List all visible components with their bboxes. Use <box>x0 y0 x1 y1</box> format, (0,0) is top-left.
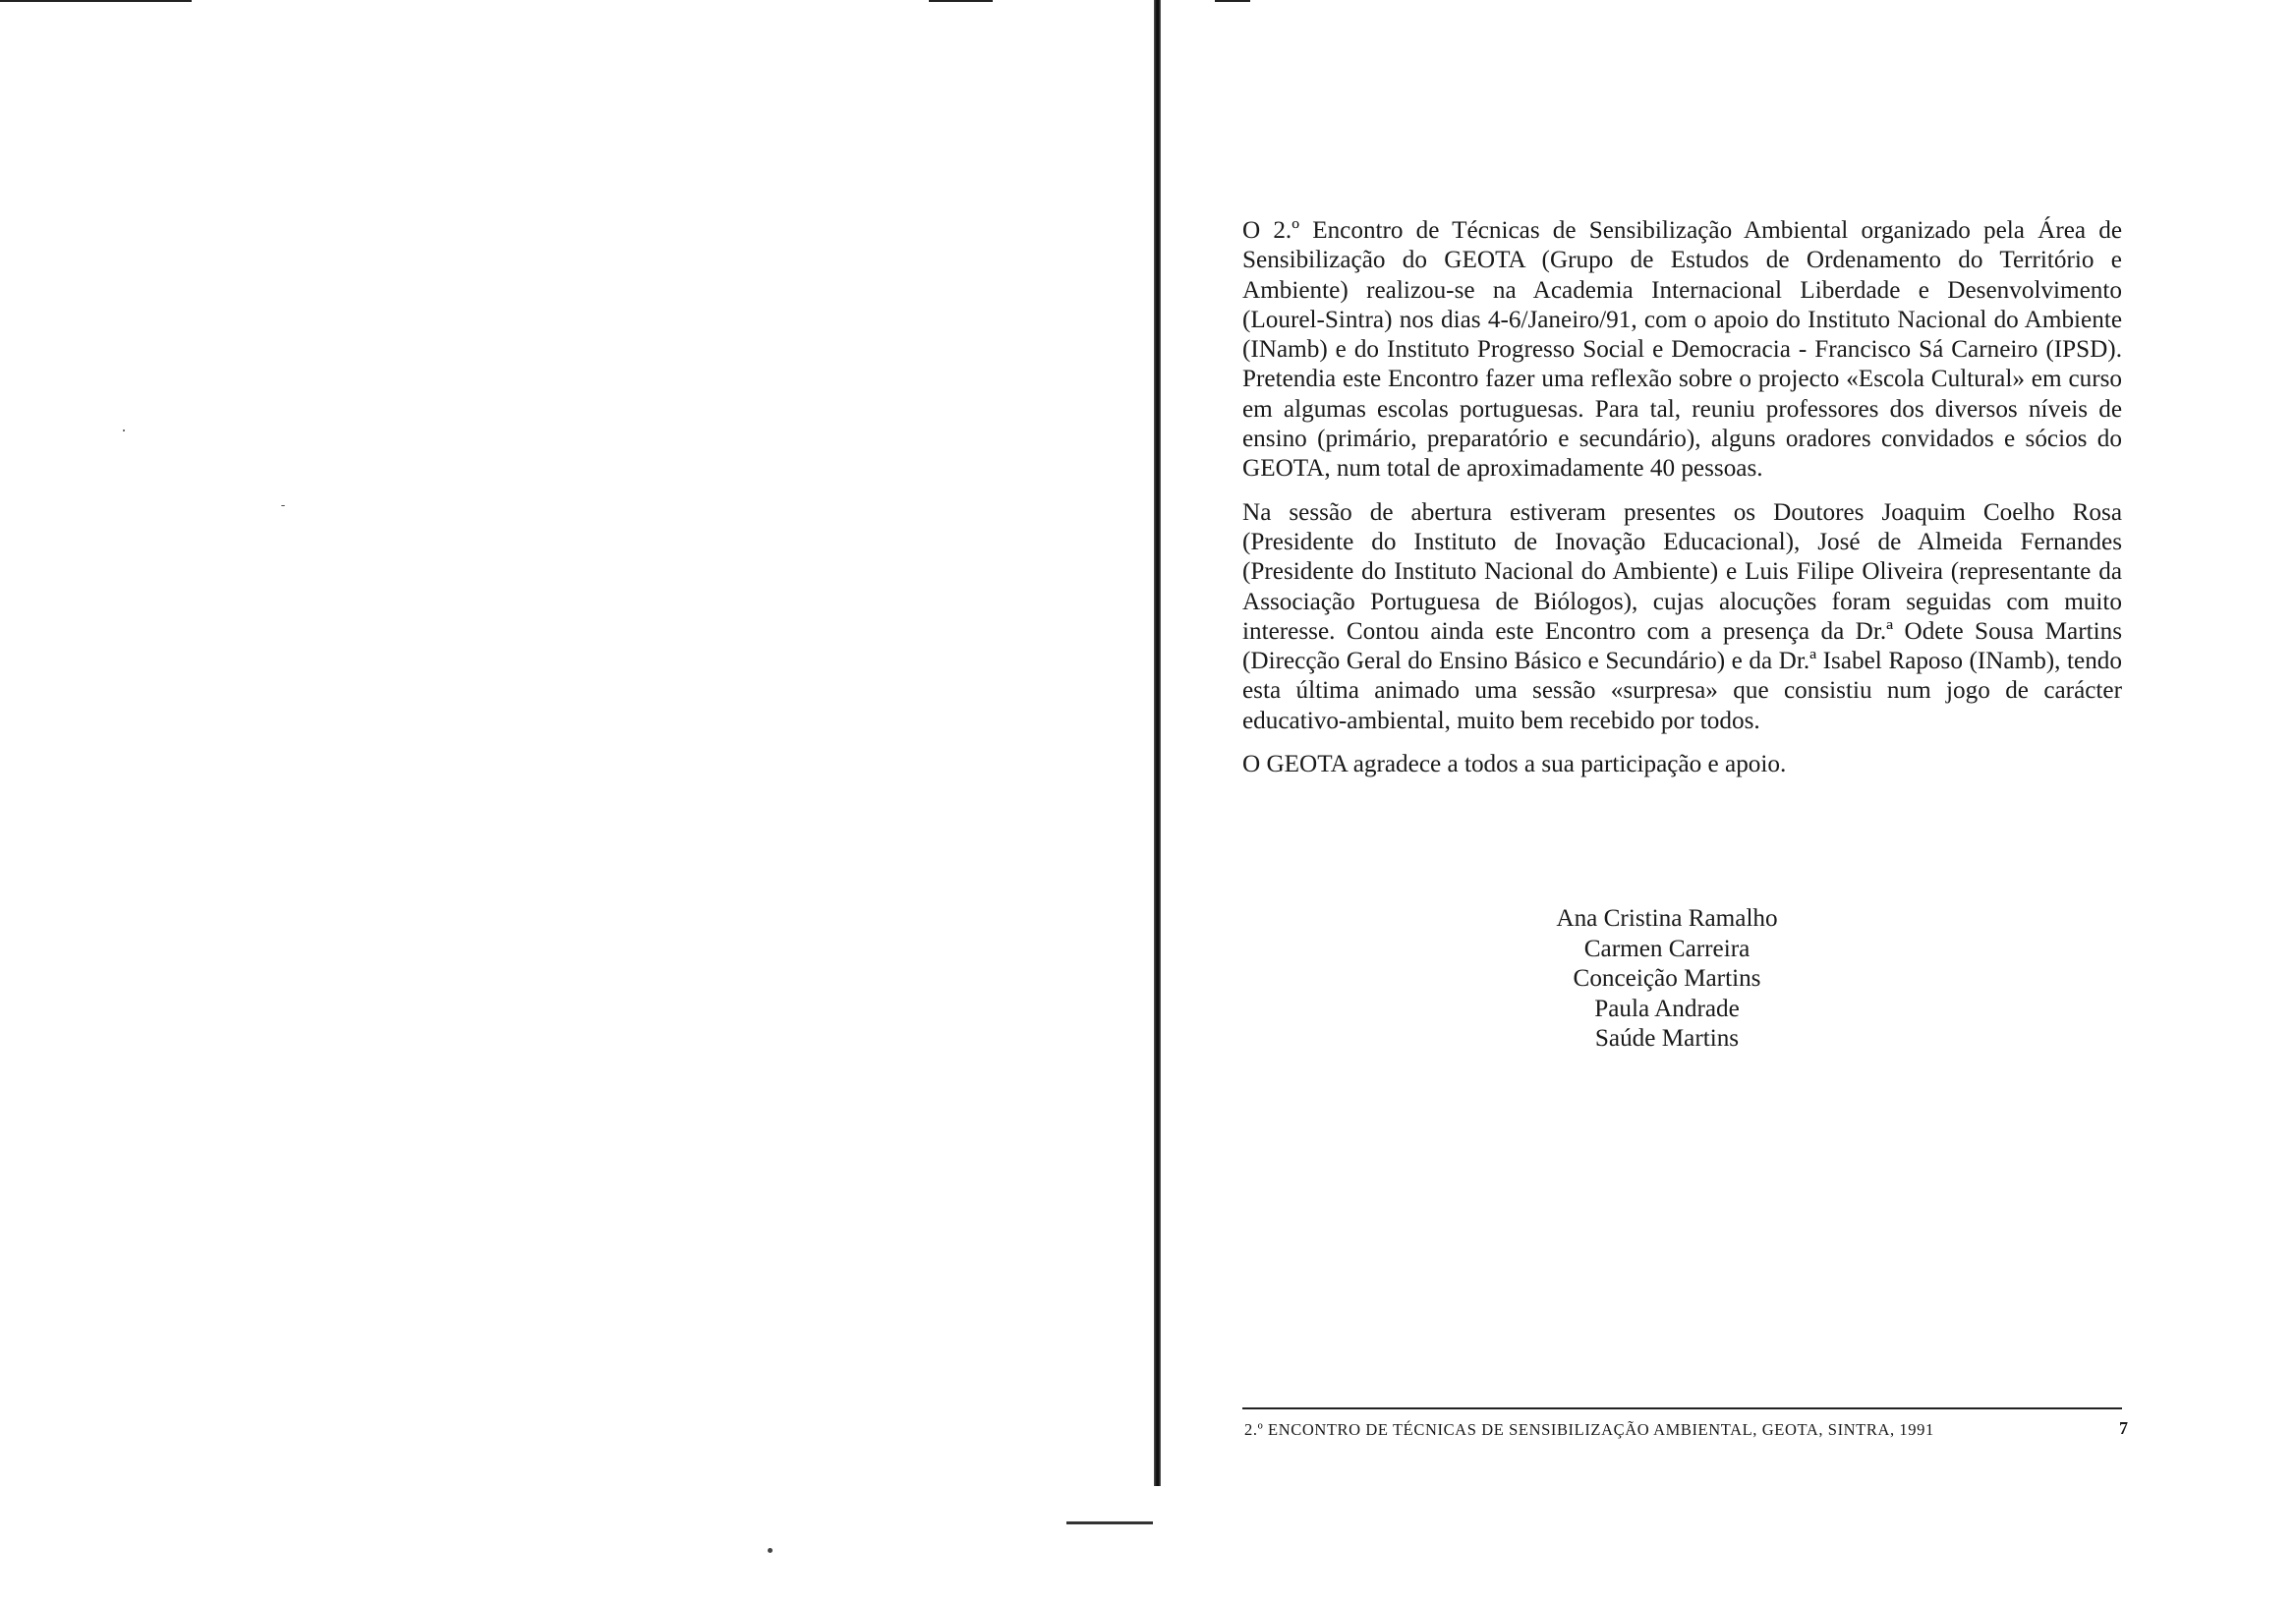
signatories-block <box>1495 904 1839 1055</box>
signatory-name: Ana Cristina Ramalho <box>1556 905 1778 932</box>
scan-artifact-top-mid <box>929 0 993 2</box>
signatory-name: Saúde Martins <box>1594 1025 1740 1052</box>
scan-artifact-top-right <box>1215 0 1250 2</box>
paragraph-thanks: O GEOTA agradece a todos a sua participação e apoio. <box>1242 751 1787 778</box>
scan-artifact-bottom-left <box>1066 1521 1153 1524</box>
signatory-name: Paula Andrade <box>1594 995 1740 1022</box>
signatory-name: Conceição Martins <box>1573 965 1761 992</box>
footer-rule <box>1242 1407 2122 1409</box>
paragraph-opening-session: Na sessão de abertura estiveram presentes os Doutores Joaquim Coelho Rosa (Presidente do Instituto de Inovação Educacional), José de Almeida Fernandes (Presidente do Instituto Nacional do Ambiente) e Luis Filipe Oliveira (representante da Associação Portuguesa de Biólogos), cujas alocuções foram seguidas com muito interesse. Contou ainda este Encontro com a presença da Dr.ª Odete Sousa Martins (Direcção Geral do Ensino Básico e Secundário) e da Dr.ª Isabel Raposo (INamb), tendo esta última animado uma sessão «surpresa» que consistiu num jogo de carácter educativo-ambiental, muito bem recebido por todos. <box>1242 498 2122 734</box>
scan-artifact-top-left <box>0 0 192 2</box>
scan-speck <box>123 430 125 431</box>
scan-speck <box>281 505 285 506</box>
book-gutter <box>1154 0 1161 1486</box>
paragraph-intro: O 2.º Encontro de Técnicas de Sensibilização Ambiental organizado pela Área de Sensibilização do GEOTA (Grupo de Estudos de Ordenamento do Território e Ambiente) realizou-se na Academia Internacional Liberdade e Desenvolvimento (Lourel-Sintra) nos dias 4-6/Janeiro/91, com o apoio do Instituto Nacional do Ambiente (INamb) e do Instituto Progresso Social e Democracia - Francisco Sá Carneiro (IPSD). Pretendia este Encontro fazer uma reflexão sobre o projecto «Escola Cultural» em curso em algumas escolas portuguesas. Para tal, reuniu professores dos diversos níveis de ensino (primário, preparatório e secundário), alguns oradores convidados e sócios do GEOTA, num total de aproximadamente 40 pessoas. <box>1242 217 2122 483</box>
right-page <box>1161 0 2296 1604</box>
document-body <box>1242 216 2122 793</box>
scan-speck <box>768 1548 773 1553</box>
signatory-name: Carmen Carreira <box>1583 935 1751 962</box>
running-footer: 2.º ENCONTRO DE TÉCNICAS DE SENSIBILIZAÇÃO AMBIENTAL, GEOTA, SINTRA, 1991 <box>1244 1420 1934 1439</box>
page-number: 7 <box>2119 1418 2128 1438</box>
